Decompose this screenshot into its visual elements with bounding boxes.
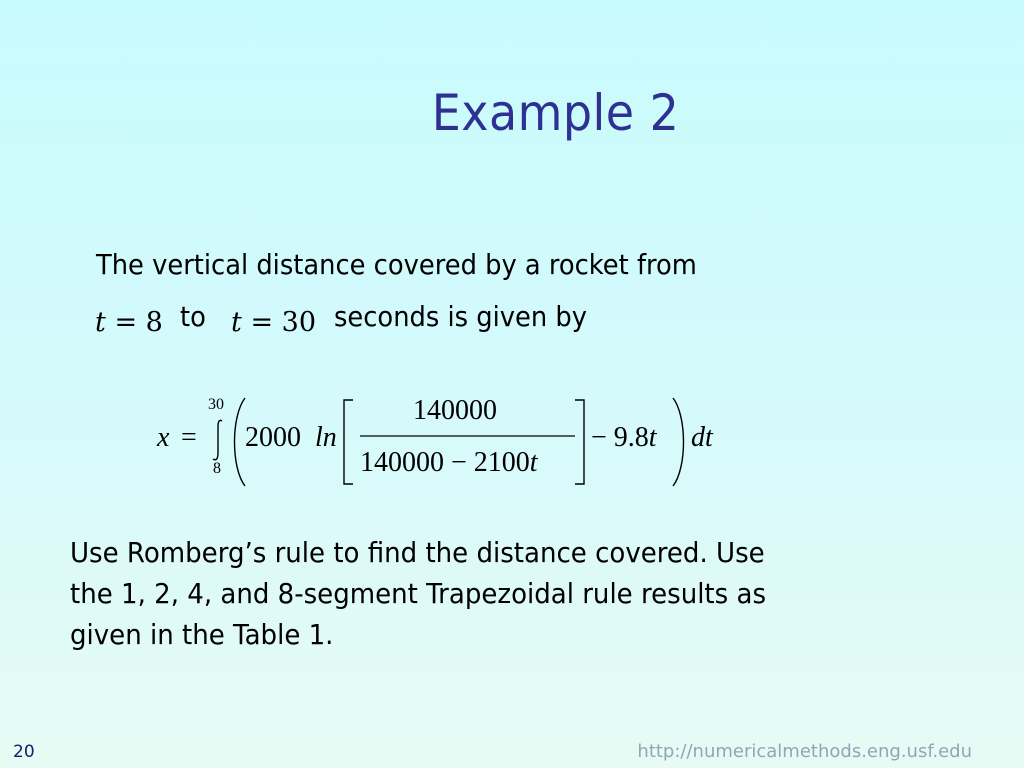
distance-integral-equation xyxy=(155,392,735,492)
end-time-expression xyxy=(231,307,316,338)
equation-equals: = xyxy=(181,422,197,453)
natural-log: ln xyxy=(315,422,337,453)
start-time-value: = 8 xyxy=(105,307,163,338)
instruction-paragraph xyxy=(70,532,870,655)
slide-title-text: Example 2 xyxy=(432,84,680,142)
fraction-bar xyxy=(360,434,575,438)
equation-lhs: x xyxy=(157,422,170,453)
denominator-variable: t xyxy=(529,447,538,478)
end-time-value: = 30 xyxy=(241,307,317,338)
minus-term xyxy=(591,422,657,454)
start-time-expression xyxy=(95,307,163,338)
coefficient-2000: 2000 xyxy=(245,422,301,453)
seconds-text: seconds is given by xyxy=(334,300,587,333)
minus-coefficient: − 9.8 xyxy=(591,422,649,453)
left-bracket-icon xyxy=(341,398,355,486)
fraction-denominator xyxy=(360,447,538,479)
footer-url-link[interactable]: http://numericalmethods.eng.usf.edu xyxy=(637,741,972,762)
integral-lower-limit: 8 xyxy=(213,460,221,477)
paragraph-line-1: Use Romberg’s rule to find the distance covered. Use xyxy=(70,536,765,569)
to-word: to xyxy=(180,300,206,333)
paragraph-line-3: given in the Table 1. xyxy=(70,618,334,651)
integral-sign-icon xyxy=(210,418,226,462)
slide-title xyxy=(0,84,1024,142)
end-time-variable: t xyxy=(231,307,242,338)
right-paren-icon xyxy=(669,396,691,488)
denominator-constant: 140000 − 2100 xyxy=(360,447,530,478)
minus-variable: t xyxy=(648,422,657,453)
integral-upper-limit: 30 xyxy=(208,396,224,413)
page-number: 20 xyxy=(13,742,35,762)
differential-dt: dt xyxy=(691,422,713,453)
start-time-variable: t xyxy=(95,307,106,338)
paragraph-line-2: the 1, 2, 4, and 8-segment Trapezoidal rule results as xyxy=(70,577,767,610)
fraction-numerator: 140000 xyxy=(413,395,497,426)
intro-line: The vertical distance covered by a rocket from xyxy=(96,248,697,281)
right-bracket-icon xyxy=(573,398,587,486)
